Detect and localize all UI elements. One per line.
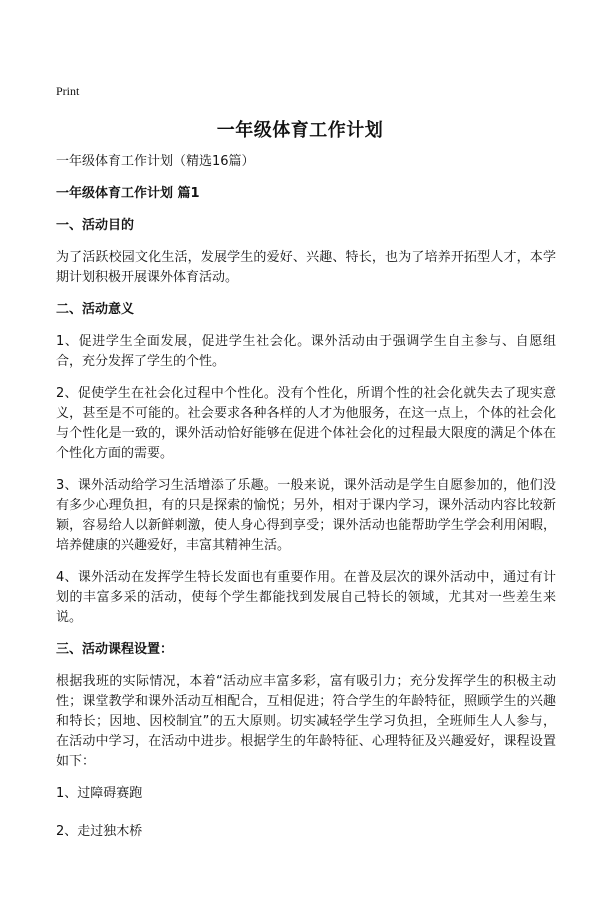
- list-item: 2、走过独木桥: [56, 824, 143, 839]
- print-link[interactable]: Print: [56, 84, 80, 98]
- page-title: 一年级体育工作计划: [216, 120, 384, 141]
- paragraph-significance-3: 3、课外活动给学习生活增添了乐趣。一般来说，课外活动是学生自愿参加的，他们没有多少心理负担，有的只是探索的愉悦；另外，相对于课内学习，课外活动内容比较新颖，容易给人以新鲜刺激，使人身心得到享受；课外活动也能帮助学生学会利用闲暇，培养健康的兴趣爱好，丰富其精神生活。: [56, 478, 556, 553]
- document-body: [56, 152, 556, 860]
- list-item: 1、过障碍赛跑: [56, 786, 143, 801]
- section-heading-purpose: 一、活动目的: [56, 218, 135, 233]
- paragraph-significance-2: 2、促使学生在社会化过程中个性化。没有个性化，所谓个性的社会化就失去了现实意义，甚至是不可能的。社会要求各种各样的人才为他服务，在这一点上，个体的社会化与个性化是一致的，课外活动恰好能够在促进个体社会化的过程最大限度的满足个体在个性化方面的需要。: [56, 386, 556, 461]
- section-heading-curriculum: 三、活动课程设置：: [56, 642, 174, 657]
- paragraph-significance-1: 1、促进学生全面发展，促进学生社会化。课外活动由于强调学生自主参与、自愿组合，充分发挥了学生的个性。: [56, 334, 556, 369]
- document-subtitle: 一年级体育工作计划（精选16篇）: [56, 154, 255, 169]
- section-heading-significance: 二、活动意义: [56, 302, 135, 317]
- paragraph-purpose: 为了活跃校园文化生活，发展学生的爱好、兴趣、特长，也为了培养开拓型人才，本学期计划积极开展课外体育活动。: [56, 250, 556, 285]
- paragraph-curriculum: 根据我班的实际情况，本着“活动应丰富多彩，富有吸引力；充分发挥学生的积极主动性；课堂教学和课外活动互相配合，互相促进；符合学生的年龄特征，照顾学生的兴趣和特长；因地、因校制宜”的五大原则。切实减轻学生学习负担，全班师生人人参与，在活动中学习，在活动中进步。根据学生的年龄特征、心理特征及兴趣爱好，课程设置如下：: [56, 674, 556, 769]
- paragraph-significance-4: 4、课外活动在发挥学生特长发面也有重要作用。在普及层次的课外活动中，通过有计划的丰富多采的活动，使每个学生都能找到发展自己特长的领域，尤其对一些差生来说。: [56, 570, 556, 625]
- article-heading: 一年级体育工作计划 篇1: [56, 186, 200, 201]
